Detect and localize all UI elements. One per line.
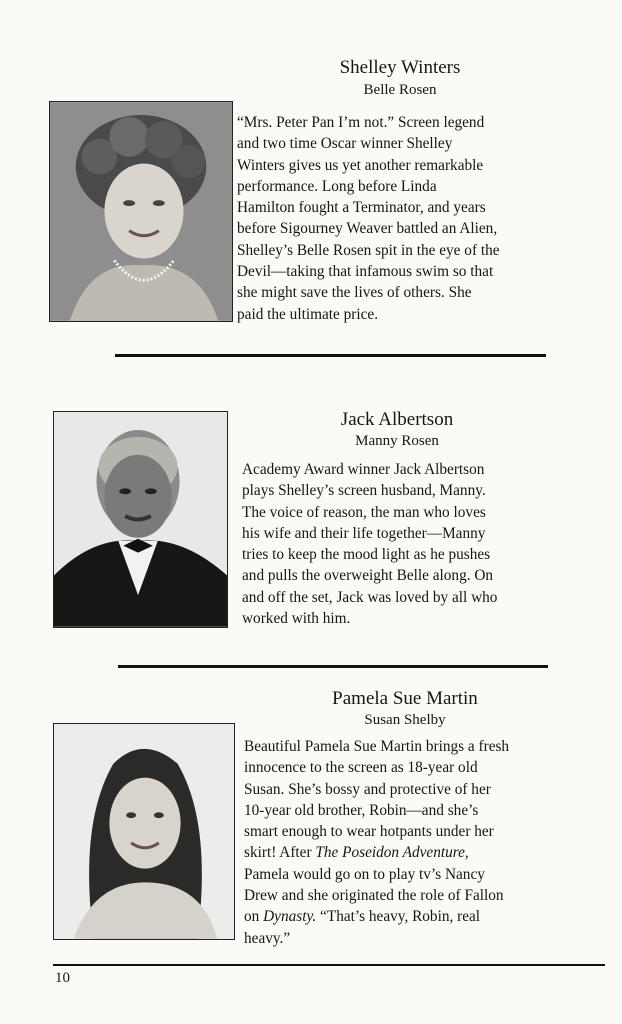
entry-2-role: Manny Rosen xyxy=(355,433,439,449)
entry-1-photo xyxy=(49,101,233,322)
portrait-man-tuxedo xyxy=(54,412,227,627)
section-divider xyxy=(115,354,546,357)
entry-1-name: Shelley Winters xyxy=(339,57,461,78)
entry-2-bio: Academy Award winner Jack Albertson plays Shelley’s screen husband, Manny. The voice of reason, the man who loves his wife and their life together—Manny tries to keep the mood light as he pushes and pulls the overweight Belle along. On and off the set, Jack was loved by all who worked with him. xyxy=(242,461,498,628)
section-divider xyxy=(118,665,548,668)
entry-2-photo xyxy=(53,411,228,628)
portrait-woman-curly-hair xyxy=(50,102,232,321)
entry-3-role: Susan Shelby xyxy=(364,712,446,728)
entry-3-bio: Beautiful Pamela Sue Martin brings a fresh innocence to the screen as 18-year old Susan. She’s bossy and protective of her 10-year old brother, Robin—and she’s smart enough to wear hotpants under her skirt! After The Poseidon Adventure, Pamela would go on to play tv’s Nancy Drew and she originated the role of Fallon on Dynasty. “That’s heavy, Robin, real heavy.” xyxy=(244,738,510,947)
entry-2-name: Jack Albertson xyxy=(340,409,454,430)
entry-3-name: Pamela Sue Martin xyxy=(332,688,478,709)
entry-1-bio: “Mrs. Peter Pan I’m not.” Screen legend and two time Oscar winner Shelley Winters gives us yet another remarkable performance. Long before Linda Hamilton fought a Terminator, and years before Sigourney Weaver battled an Alien, Shelley’s Belle Rosen spit in the eye of the Devil—taking that infamous swim so that she might save the lives of others. She paid the ultimate price. xyxy=(237,114,500,323)
entry-1-role: Belle Rosen xyxy=(363,82,437,98)
page-number: 10 xyxy=(55,970,70,986)
entry-3-photo xyxy=(53,723,235,940)
footer-rule xyxy=(53,964,605,966)
portrait-young-woman xyxy=(54,724,234,939)
